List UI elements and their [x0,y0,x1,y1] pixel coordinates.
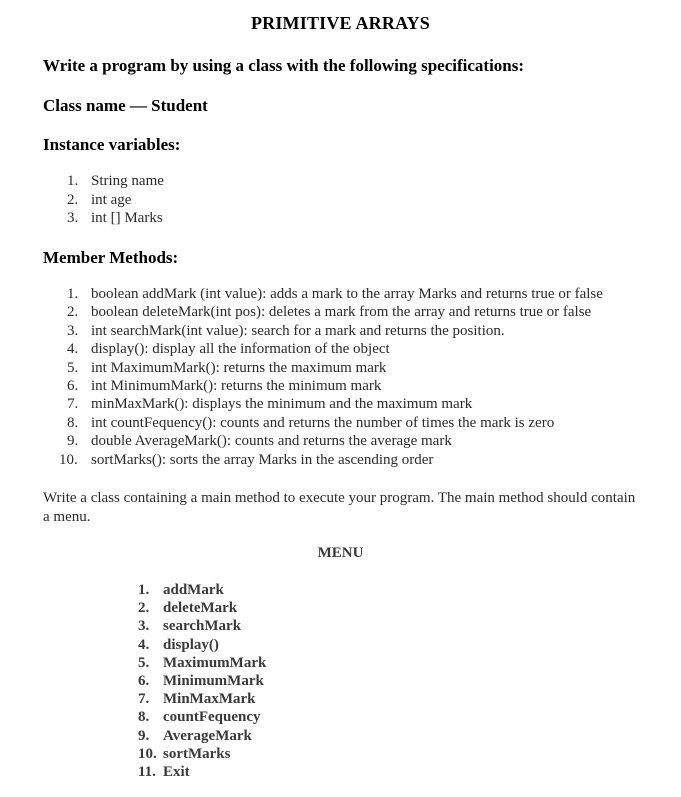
list-item-text: addMark [163,582,224,598]
list-item-text: MaximumMark [163,654,267,671]
list-item-number: 9. [138,727,150,744]
instance-variables-heading: Instance variables: [43,135,181,154]
list-item-number: 3. [67,210,79,226]
list-item-number: 4. [67,341,79,358]
list-item-text: boolean deleteMark(int pos): deletes a mark from the array and returns true or false [91,304,592,321]
list-item-number: 8. [138,709,150,726]
list-item-number: 6. [67,377,79,394]
list-item-number: 5. [138,654,150,671]
list-item-text: String name [91,173,164,189]
list-item-number: 2. [138,600,150,617]
list-item-text: int searchMark(int value): search for a mark and returns the position. [91,322,505,339]
page-title: PRIMITIVE ARRAYS [250,13,431,33]
list-item-number: 7. [67,396,79,413]
list-item-text: countFequency [163,709,261,726]
list-item-text: display() [163,636,219,653]
list-item-text: deleteMark [163,600,238,617]
list-item-number: 2. [67,191,79,208]
list-item-number: 6. [138,672,150,689]
list-item-number: 8. [67,414,79,431]
list-item-number: 4. [138,636,150,653]
member-methods-heading: Member Methods: [43,248,179,267]
list-item-text: sortMarks(): sorts the array Marks in the ascending order [91,451,434,468]
list-item-number: 7. [138,691,150,708]
list-item-text: sortMarks [163,745,231,762]
list-item-text: int countFequency(): counts and returns the number of times the mark is zero [91,414,555,431]
list-item-number: 3. [67,322,79,339]
list-item-number: 10. [138,745,157,762]
list-item-text: minMaxMark(): displays the minimum and the maximum mark [91,396,473,413]
list-item-text: MinMaxMark [163,691,256,708]
class-name-heading: Class name — Student [43,96,208,115]
list-item-text: int [] Marks [91,210,163,226]
list-item-number: 2. [67,304,79,321]
list-item-text: int age [91,191,132,208]
list-item-text: display(): display all the information of the object [91,341,390,358]
list-item-text: boolean addMark (int value): adds a mark to the array Marks and returns true or false [91,286,603,302]
list-item-number: 9. [67,433,79,450]
task-statement: Write a program by using a class with the following specifications: [43,56,525,75]
list-item-text: int MaximumMark(): returns the maximum mark [91,359,387,376]
list-item-text: MinimumMark [163,672,264,689]
list-item-text: Exit [163,763,190,780]
list-item-text: int MinimumMark(): returns the minimum mark [91,377,382,394]
list-item-text: double AverageMark(): counts and returns the average mark [91,433,452,450]
list-item-number: 5. [67,359,79,376]
list-item-text: AverageMark [163,727,252,744]
list-item-number: 3. [138,618,150,635]
list-item-number: 1. [138,582,150,598]
list-item-number: 10. [59,451,78,468]
list-item-number: 11. [138,763,156,780]
list-item [59,451,434,470]
instructions-paragraph: Write a class containing a main method to execute your program. The main method should contain a menu. [43,490,636,525]
list-item-number: 1. [67,286,79,302]
list-item-number: 1. [67,173,79,189]
menu-title: MENU [317,545,364,561]
list-item-text: searchMark [163,618,242,635]
